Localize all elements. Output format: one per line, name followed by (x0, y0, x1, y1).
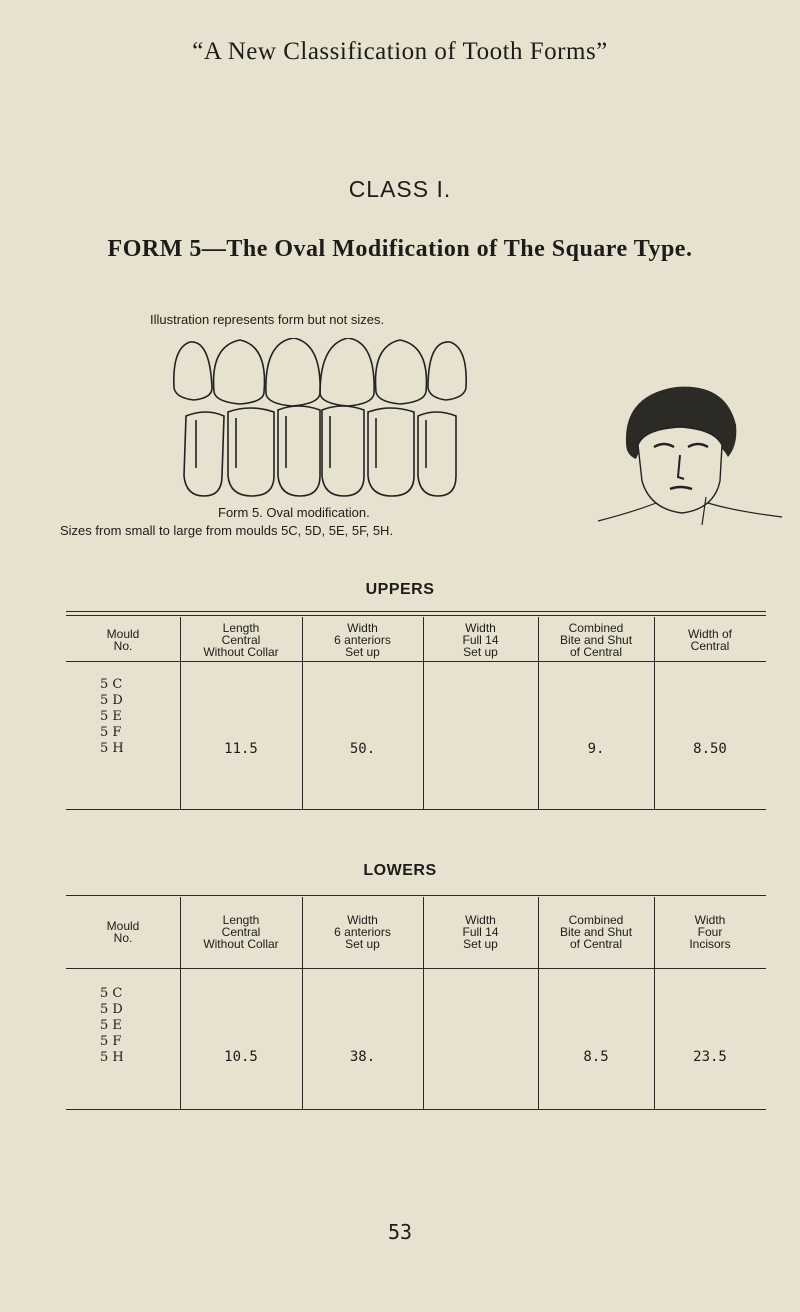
lowers-header-2 (302, 914, 423, 950)
uppers-header-line: Bite and Shut (559, 633, 633, 647)
uppers-header-0 (66, 628, 180, 652)
uppers-value-cell: 9. (587, 741, 605, 757)
woman-portrait-sketch (596, 385, 786, 525)
lowers-header-line: No. (113, 931, 133, 945)
teeth-outline-illustration (170, 338, 470, 503)
lowers-value-cell: 10.5 (224, 1049, 258, 1065)
uppers-header-line: Length (222, 621, 260, 635)
running-head: “A New Classification of Tooth Forms” (192, 38, 608, 65)
figure-caption: Form 5. Oval modification. (218, 505, 370, 520)
uppers-header-1 (180, 622, 302, 658)
lowers-header-line: Combined (568, 913, 624, 927)
lowers-header-line: Full 14 (462, 925, 499, 939)
uppers-header-line: No. (113, 639, 133, 653)
lowers-header-line: Without Collar (203, 937, 279, 951)
lowers-header-rule (66, 968, 766, 969)
uppers-header-line: Central (221, 633, 261, 647)
lowers-top-rule (66, 895, 766, 896)
sizes-caption: Sizes from small to large from moulds 5C, 5D, 5E, 5F, 5H. (60, 523, 394, 538)
uppers-top-rule (66, 611, 766, 612)
uppers-header-line: Set up (463, 645, 498, 659)
uppers-header-line: Width of (687, 627, 732, 641)
lowers-bottom-rule (66, 1109, 766, 1110)
lowers-header-line: Bite and Shut (559, 925, 633, 939)
lowers-mould-list (100, 986, 124, 1066)
uppers-mould-number: 5 F (100, 725, 122, 740)
uppers-header-line: Set up (345, 645, 380, 659)
lowers-header-3 (423, 914, 538, 950)
lowers-header-line: Four (697, 925, 723, 939)
uppers-top-rule-2 (66, 615, 766, 616)
lowers-header-5 (654, 914, 766, 950)
lowers-header-0 (66, 920, 180, 944)
lowers-header-line: Width (694, 913, 726, 927)
uppers-header-line: Mould (106, 627, 140, 641)
uppers-header-line: Combined (568, 621, 624, 635)
uppers-value-cell: 11.5 (224, 741, 258, 757)
lowers-header-line: Width (347, 913, 378, 927)
uppers-title: UPPERS (365, 581, 435, 598)
uppers-header-4 (538, 622, 654, 658)
form-title: FORM 5—The Oval Modification of The Square Type. (107, 236, 693, 262)
uppers-header-line: Full 14 (462, 633, 499, 647)
uppers-bottom-rule (66, 809, 766, 810)
lowers-header-1 (180, 914, 302, 950)
lowers-value-cell: 38. (349, 1049, 376, 1065)
lowers-mould-number: 5 C (100, 986, 123, 1001)
illustration-note: Illustration represents form but not sizes. (150, 312, 385, 327)
lowers-header-line: Width (465, 913, 496, 927)
lowers-value-cell: 8.5 (583, 1049, 609, 1065)
lowers-header-line: 6 anteriors (334, 925, 391, 939)
lowers-mould-number: 5 F (100, 1034, 122, 1049)
uppers-header-line: Without Collar (203, 645, 279, 659)
uppers-header-line: Width (465, 621, 496, 635)
uppers-header-2 (302, 622, 423, 658)
uppers-mould-number: 5 C (100, 677, 123, 692)
lowers-header-line: Set up (345, 937, 380, 951)
uppers-value-cell: 50. (349, 741, 376, 757)
lowers-header-line: Length (222, 913, 260, 927)
lowers-header-line: of Central (569, 937, 623, 951)
class-title: CLASS I. (348, 176, 452, 202)
uppers-header-line: Width (347, 621, 378, 635)
lowers-title: LOWERS (363, 862, 437, 879)
uppers-header-rule (66, 661, 766, 662)
lowers-mould-number: 5 E (100, 1018, 122, 1033)
lowers-value-cell: 23.5 (693, 1049, 727, 1065)
lowers-header-line: Mould (106, 919, 140, 933)
uppers-mould-list (100, 677, 124, 757)
lowers-header-line: Central (221, 925, 261, 939)
lowers-mould-number: 5 H (100, 1050, 124, 1065)
lowers-header-line: Incisors (689, 937, 731, 951)
lowers-header-line: Set up (463, 937, 498, 951)
uppers-header-line: of Central (569, 645, 623, 659)
uppers-header-3 (423, 622, 538, 658)
uppers-mould-number: 5 D (100, 693, 123, 708)
uppers-header-5 (654, 628, 766, 652)
uppers-header-line: Central (690, 639, 730, 653)
page-number: 53 (387, 1220, 413, 1244)
uppers-mould-number: 5 H (100, 741, 124, 756)
lowers-mould-number: 5 D (100, 1002, 123, 1017)
uppers-mould-number: 5 E (100, 709, 122, 724)
uppers-header-line: 6 anteriors (334, 633, 391, 647)
lowers-header-4 (538, 914, 654, 950)
uppers-value-cell: 8.50 (693, 741, 727, 757)
